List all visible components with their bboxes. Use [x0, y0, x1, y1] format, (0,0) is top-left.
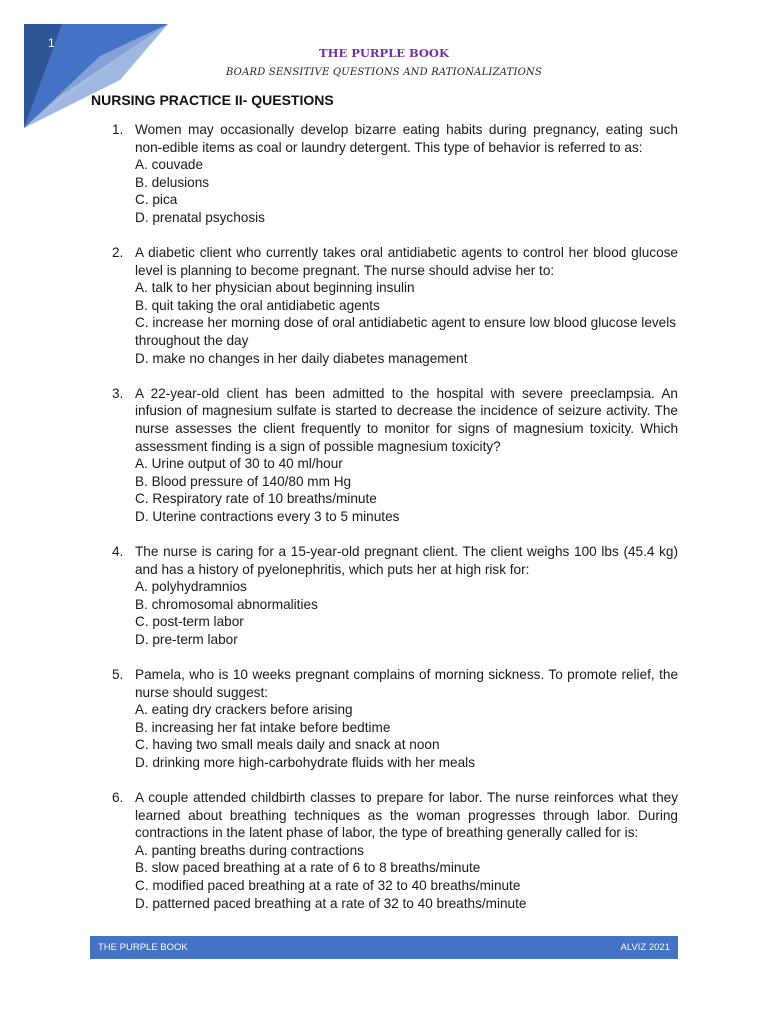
question-item — [90, 121, 678, 227]
question-number: 3. — [112, 385, 124, 401]
answer-option: B. delusions — [135, 174, 210, 190]
question-number: 2. — [112, 245, 124, 261]
question-stem: Women may occasionally develop bizarre eating habits during pregnancy, eating such non-edible items as coal or laundry detergent. This type of behavior is referred to as: — [135, 122, 678, 155]
question-stem: Pamela, who is 10 weeks pregnant complains of morning sickness. To promote relief, the nurse should suggest: — [135, 667, 678, 700]
question-stem: A 22-year-old client has been admitted to the hospital with severe preeclampsia. An infusion of magnesium sulfate is started to decrease the incidence of seizure activity. The nurse assesses the client frequently to monitor for signs of magnesium toxicity. Which assessment finding is a sign of possible magnesium toxicity? — [135, 385, 678, 454]
answer-option: A. panting breaths during contractions — [135, 842, 364, 858]
answer-option: B. slow paced breathing at a rate of 6 to 8 breaths/minute — [135, 860, 481, 876]
question-stem: The nurse is caring for a 15-year-old pregnant client. The client weighs 100 lbs (45.4 kg) and has a history of pyelonephritis, which puts her at high risk for: — [135, 543, 678, 577]
answer-option: C. pica — [135, 192, 178, 208]
footer-left-text: THE PURPLE BOOK — [98, 942, 188, 953]
answer-option: B. Blood pressure of 140/80 mm Hg — [135, 473, 352, 489]
question-item — [90, 244, 678, 367]
question-number: 1. — [112, 122, 124, 137]
answer-option: C. modified paced breathing at a rate of 32 to 40 breaths/minute — [135, 878, 521, 894]
answer-option: B. quit taking the oral antidiabetic agents — [135, 297, 380, 313]
footer-band — [90, 936, 678, 959]
answer-option: C. post-term labor — [135, 614, 244, 630]
page-number: 1 — [48, 36, 55, 50]
document-title: THE PURPLE BOOK — [319, 46, 449, 60]
answer-option: A. eating dry crackers before arising — [135, 702, 353, 718]
answer-option: C. increase her morning dose of oral antidiabetic agent to ensure low blood glucose levels throughout the day — [135, 315, 677, 349]
question-number: 4. — [112, 543, 124, 559]
answer-option: D. Uterine contractions every 3 to 5 minutes — [135, 508, 400, 524]
answer-option: A. couvade — [135, 157, 204, 173]
section-heading: NURSING PRACTICE II- QUESTIONS — [91, 92, 334, 108]
question-item — [90, 666, 678, 772]
answer-option: B. chromosomal abnormalities — [135, 596, 318, 612]
footer-right-text: ALVIZ 2021 — [620, 942, 670, 953]
answer-option: D. prenatal psychosis — [135, 209, 265, 225]
corner-decoration — [0, 0, 170, 130]
question-number: 6. — [112, 790, 124, 806]
question-stem: A couple attended childbirth classes to prepare for labor. The nurse reinforces what they learned about breathing techniques as the woman progresses through labor. During contractions in the latent phase of labor, the type of breathing generally called for is: — [135, 790, 678, 841]
answer-option: D. pre-term labor — [135, 631, 238, 647]
question-list — [90, 121, 678, 930]
answer-option: C. having two small meals daily and snack at noon — [135, 737, 440, 753]
answer-option: C. Respiratory rate of 10 breaths/minute — [135, 491, 377, 507]
question-item — [90, 385, 678, 526]
answer-option: D. drinking more high-carbohydrate fluids with her meals — [135, 755, 475, 770]
answer-option: A. polyhydramnios — [135, 579, 247, 595]
document-subtitle: BOARD SENSITIVE QUESTIONS AND RATIONALIZATIONS — [225, 67, 543, 78]
answer-option: D. make no changes in her daily diabetes management — [135, 350, 468, 366]
answer-option: A. Urine output of 30 to 40 ml/hour — [135, 456, 343, 472]
question-stem: A diabetic client who currently takes oral antidiabetic agents to control her blood glucose level is planning to become pregnant. The nurse should advise her to: — [135, 245, 678, 278]
answer-option: D. patterned paced breathing at a rate of 32 to 40 breaths/minute — [135, 895, 527, 911]
answer-option: A. talk to her physician about beginning insulin — [135, 280, 415, 296]
question-number: 5. — [112, 667, 124, 683]
question-item — [90, 543, 678, 649]
question-item — [90, 789, 678, 912]
answer-option: B. increasing her fat intake before bedtime — [135, 719, 391, 735]
